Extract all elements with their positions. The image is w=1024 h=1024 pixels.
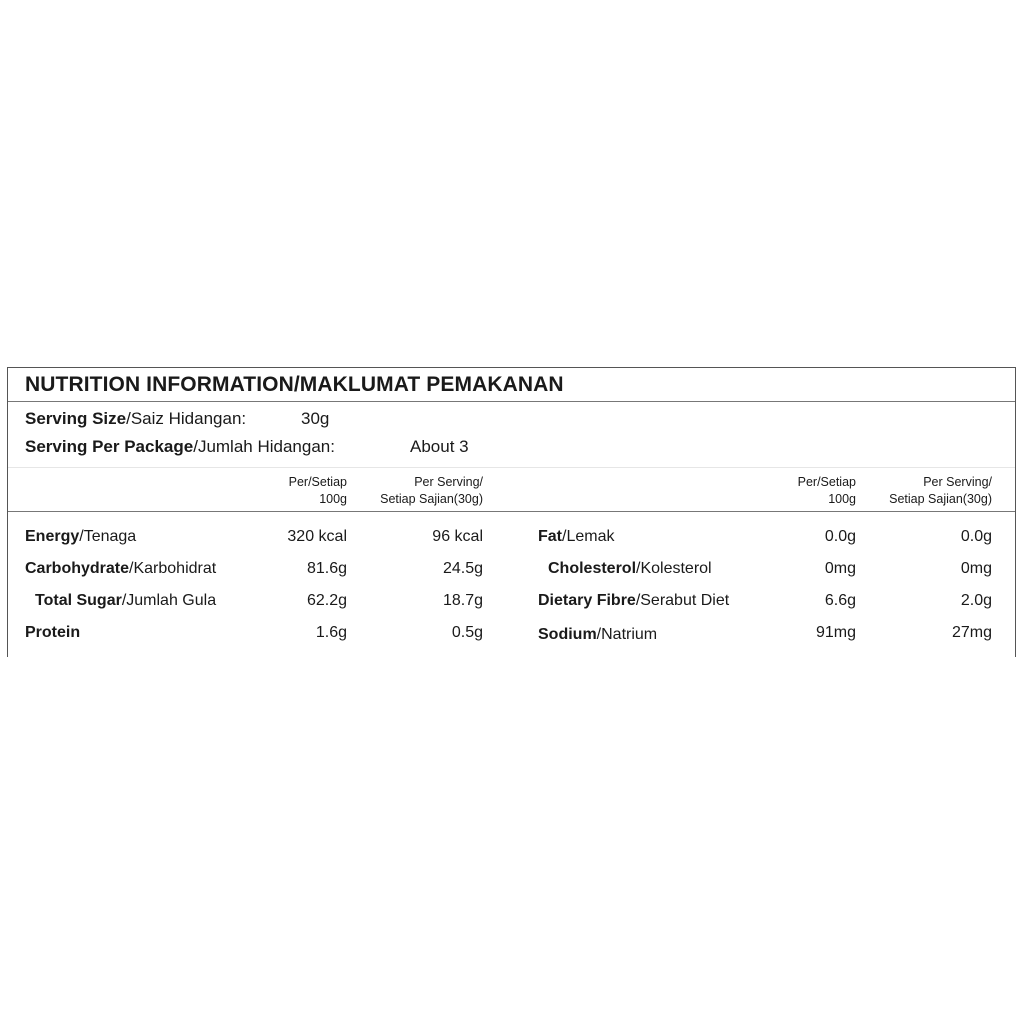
header-line: Per/Setiap — [288, 475, 347, 489]
nutrient-label-cholesterol — [548, 560, 712, 578]
label-bold: Protein — [25, 624, 81, 641]
header-line: Per Serving/ — [414, 475, 483, 489]
serving-size-label-rest: /Saiz Hidangan: — [126, 409, 247, 428]
label-rest: /Jumlah Gula — [121, 592, 217, 609]
nutrient-label-fat — [538, 528, 614, 546]
nutrient-label-energy — [25, 528, 136, 546]
total-sugar-per100: 62.2g — [306, 592, 347, 609]
nutrient-label-total-sugar — [35, 592, 216, 610]
nutrient-label-sodium — [538, 626, 657, 644]
label-rest: /Lemak — [562, 528, 615, 545]
label-rest: /Tenaga — [79, 528, 137, 545]
protein-perserving: 0.5g — [451, 624, 483, 641]
serving-per-package — [25, 437, 469, 457]
cholesterol-perserving: 0mg — [960, 560, 992, 577]
left-col-header-per100 — [289, 474, 347, 508]
serving-size — [25, 409, 330, 429]
label-rest: /Natrium — [596, 626, 658, 643]
right-col-header-perserving — [889, 474, 992, 508]
header-line: 100g — [319, 492, 347, 506]
serving-divider — [8, 467, 1015, 468]
header-line: Setiap Sajian(30g) — [889, 492, 992, 506]
label-rest: /Serabut Diet — [635, 592, 730, 609]
label-rest: /Kolesterol — [636, 560, 712, 577]
header-line: Per/Setiap — [797, 475, 856, 489]
left-col-header-perserving — [380, 474, 483, 508]
header-line: Per Serving/ — [923, 475, 992, 489]
nutrient-label-protein — [25, 624, 80, 642]
serving-size-value: 30g — [301, 409, 330, 428]
serving-package-label-rest: /Jumlah Hidangan: — [193, 437, 335, 456]
label-bold: Energy — [25, 528, 80, 545]
label-bold: Carbohydrate — [25, 560, 130, 577]
header-line: 100g — [828, 492, 856, 506]
label-bold: Sodium — [538, 626, 597, 643]
label-bold: Cholesterol — [548, 560, 637, 577]
dietary-fibre-per100: 6.6g — [824, 592, 856, 609]
protein-per100: 1.6g — [315, 624, 347, 641]
sodium-per100: 91mg — [815, 624, 856, 641]
sodium-perserving: 27mg — [951, 624, 992, 641]
panel-title: NUTRITION INFORMATION/MAKLUMAT PEMAKANAN — [25, 373, 564, 396]
dietary-fibre-perserving: 2.0g — [960, 592, 992, 609]
serving-package-value: About 3 — [410, 437, 469, 456]
title-divider — [8, 401, 1015, 402]
right-col-header-per100 — [798, 474, 856, 508]
label-bold: Fat — [538, 528, 562, 545]
label-bold: Total Sugar — [35, 592, 122, 609]
header-line: Setiap Sajian(30g) — [380, 492, 483, 506]
energy-per100: 320 kcal — [287, 528, 347, 545]
total-sugar-perserving: 18.7g — [442, 592, 483, 609]
label-rest: /Karbohidrat — [129, 560, 217, 577]
nutrition-panel — [7, 367, 1016, 657]
cholesterol-per100: 0mg — [824, 560, 856, 577]
nutrient-label-dietary-fibre — [538, 592, 729, 610]
serving-size-label-bold: Serving Size — [25, 409, 127, 428]
nutrient-label-carbohydrate — [25, 560, 216, 578]
header-divider — [8, 511, 1015, 512]
serving-package-label-bold: Serving Per Package — [25, 437, 194, 456]
carbohydrate-per100: 81.6g — [306, 560, 347, 577]
energy-perserving: 96 kcal — [432, 528, 483, 545]
fat-per100: 0.0g — [824, 528, 856, 545]
fat-perserving: 0.0g — [960, 528, 992, 545]
label-bold: Dietary Fibre — [538, 592, 636, 609]
carbohydrate-perserving: 24.5g — [442, 560, 483, 577]
